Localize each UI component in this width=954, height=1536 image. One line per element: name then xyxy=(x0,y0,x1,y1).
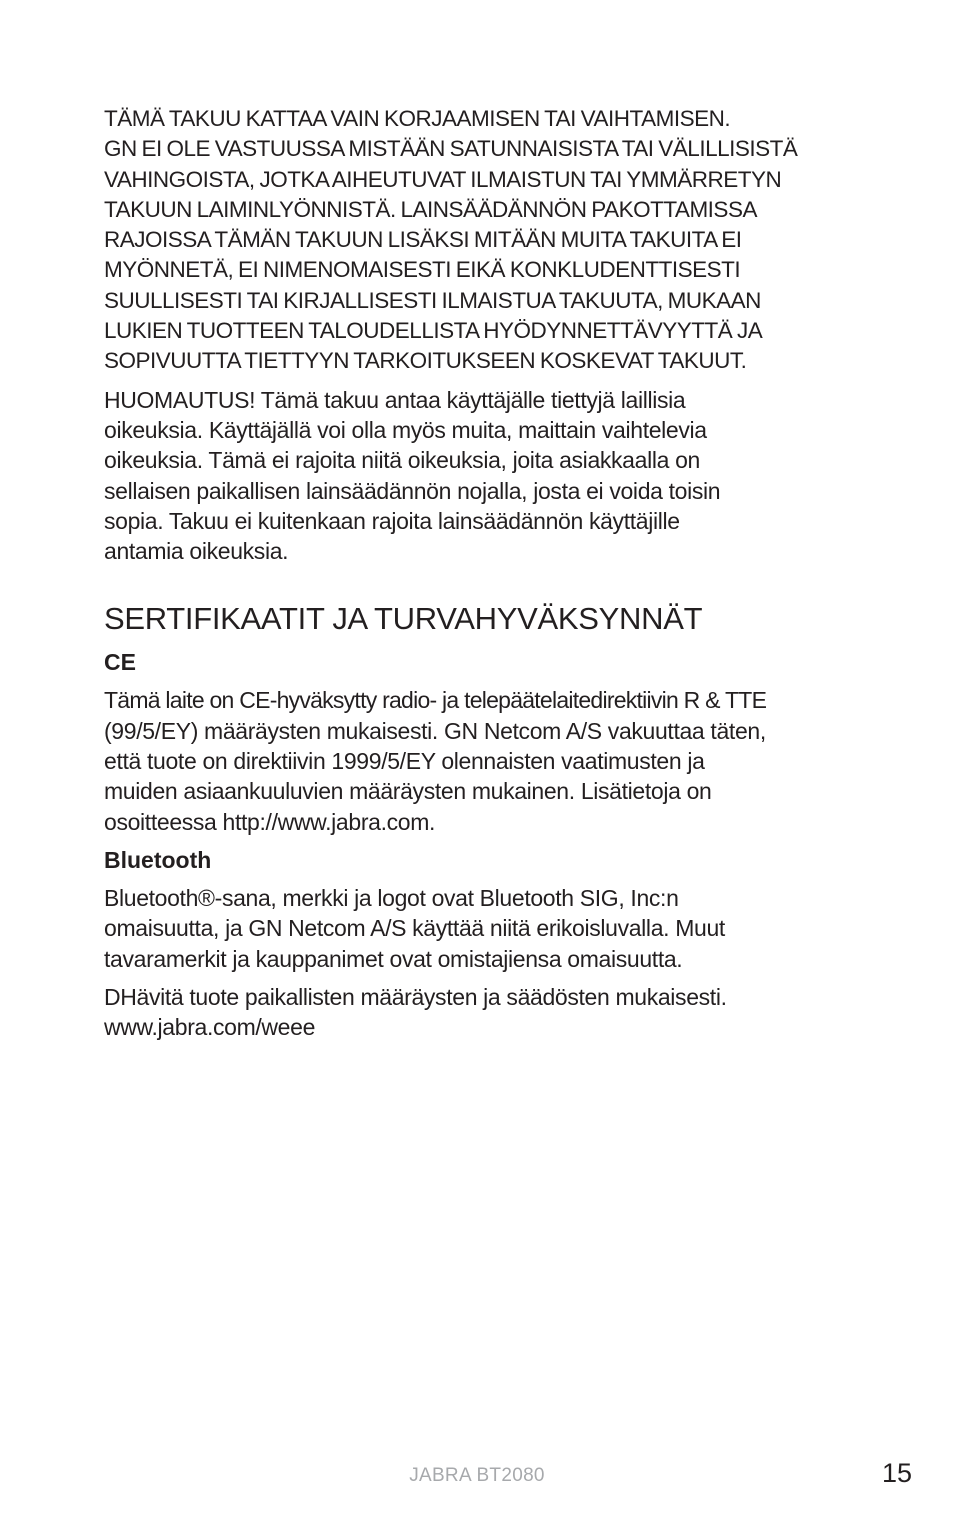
text-line: sellaisen paikallisen lainsäädännön nojalla, josta ei voida toisin xyxy=(104,477,721,504)
disposal-paragraph xyxy=(104,982,864,1043)
warranty-disclaimer xyxy=(104,104,864,377)
text-line: MYÖNNETÄ, EI NIMENOMAISESTI EIKÄ KONKLUDENTTISESTI xyxy=(104,257,741,283)
text-line: SOPIVUUTTA TIETTYYN TARKOITUKSEEN KOSKEVAT TAKUUT. xyxy=(104,348,747,374)
text-line: oikeuksia. Tämä ei rajoita niitä oikeuksia, joita asiakkaalla on xyxy=(104,447,700,474)
text-line: SUULLISESTI TAI KIRJALLISESTI ILMAISTUA TAKUUTA, MUKAAN xyxy=(104,287,761,313)
section-title: SERTIFIKAATIT JA TURVAHYVÄKSYNNÄT xyxy=(104,601,703,637)
text-line: VAHINGOISTA, JOTKA AIHEUTUVAT ILMAISTUN TAI YMMÄRRETYN xyxy=(104,166,782,192)
text-line: oikeuksia. Käyttäjällä voi olla myös muita, maittain vaihtelevia xyxy=(104,416,707,443)
text-line: Bluetooth®-sana, merkki ja logot ovat Bluetooth SIG, Inc:n xyxy=(104,884,679,911)
ce-heading: CE xyxy=(104,649,136,676)
document-page xyxy=(104,104,864,1050)
ce-paragraph xyxy=(104,685,864,836)
text-line: RAJOISSA TÄMÄN TAKUUN LISÄKSI MITÄÄN MUITA TAKUITA EI xyxy=(104,227,742,253)
text-line: LUKIEN TUOTTEEN TALOUDELLISTA HYÖDYNNETTÄVYYTTÄ JA xyxy=(104,318,763,344)
bluetooth-heading: Bluetooth xyxy=(104,846,212,873)
footer-brand: JABRA BT2080 xyxy=(409,1465,545,1486)
text-line: osoitteessa http://www.jabra.com. xyxy=(104,808,436,835)
text-line: tavaramerkit ja kauppanimet ovat omistajiensa omaisuutta. xyxy=(104,945,683,972)
text-line: DHävitä tuote paikallisten määräysten ja säädösten mukaisesti. xyxy=(104,983,727,1010)
page-number: 15 xyxy=(881,1458,912,1488)
bluetooth-paragraph xyxy=(104,883,864,974)
text-line: sopia. Takuu ei kuitenkaan rajoita lainsäädännön käyttäjille xyxy=(104,507,680,534)
text-line: TAKUUN LAIMINLYÖNNISTÄ. LAINSÄÄDÄNNÖN PAKOTTAMISSA xyxy=(104,196,757,222)
text-line: muiden asiaankuuluvien määräysten mukainen. Lisätietoja on xyxy=(104,778,712,805)
warranty-note xyxy=(104,385,864,567)
text-line: antamia oikeuksia. xyxy=(104,538,289,565)
text-line: (99/5/EY) määräysten mukaisesti. GN Netcom A/S vakuuttaa täten, xyxy=(104,717,766,744)
weee-link: www.jabra.com/weee xyxy=(104,1014,316,1041)
text-line: Tämä laite on CE-hyväksytty radio- ja telepäätelaitedirektiivin R & TTE xyxy=(104,687,767,714)
text-line: TÄMÄ TAKUU KATTAA VAIN KORJAAMISEN TAI VAIHTAMISEN. xyxy=(104,106,731,131)
text-line: omaisuutta, ja GN Netcom A/S käyttää niitä erikoisluvalla. Muut xyxy=(104,915,725,942)
text-line: GN EI OLE VASTUUSSA MISTÄÄN SATUNNAISISTA TAI VÄLILLISISTÄ xyxy=(104,136,798,162)
text-line: HUOMAUTUS! Tämä takuu antaa käyttäjälle tiettyjä laillisia xyxy=(104,386,686,413)
text-line: että tuote on direktiivin 1999/5/EY olennaisten vaatimusten ja xyxy=(104,748,705,775)
